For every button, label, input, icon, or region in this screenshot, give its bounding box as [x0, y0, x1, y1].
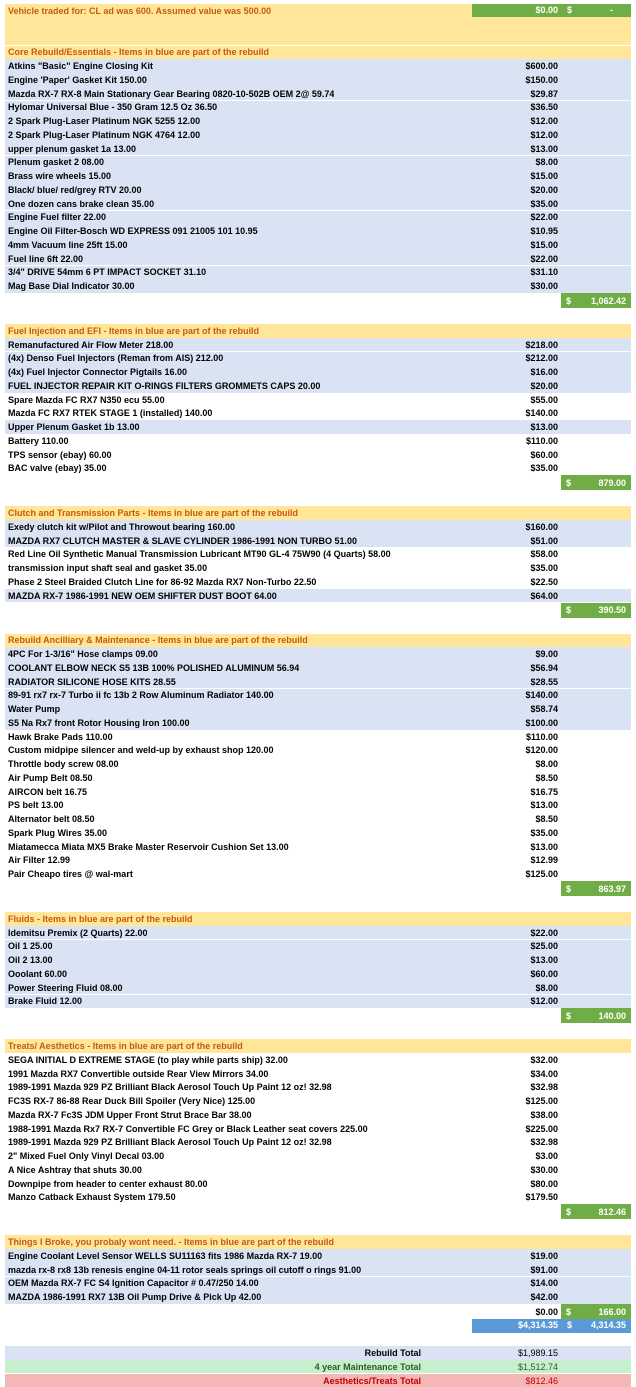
- item-amount: $8.00: [535, 983, 558, 993]
- item-label: transmission input shaft seal and gasket 35.00: [8, 563, 207, 573]
- item-amount: $32.00: [530, 1055, 558, 1065]
- section-title: Rebuild Ancilliary & Maintenance - Items in blue are part of the rebuild: [8, 635, 308, 645]
- item-amount: $60.00: [530, 969, 558, 979]
- item-amount: $42.00: [530, 1292, 558, 1302]
- section-total-row: [5, 881, 631, 896]
- item-amount: $19.00: [530, 1251, 558, 1261]
- summary-row[interactable]: [5, 1360, 631, 1374]
- section-total-row: [5, 1304, 631, 1319]
- table-row[interactable]: [5, 407, 631, 421]
- item-label: Fuel line 6ft 22.00: [8, 254, 83, 264]
- item-label: Atkins "Basic" Engine Closing Kit: [8, 61, 153, 71]
- item-label: Oil 1 25.00: [8, 941, 53, 951]
- table-row[interactable]: [5, 87, 631, 101]
- table-row[interactable]: [5, 1249, 631, 1263]
- table-row[interactable]: [5, 420, 631, 434]
- item-amount: $80.00: [530, 1179, 558, 1189]
- section-total-row: [5, 475, 631, 490]
- section-header[interactable]: [5, 506, 631, 520]
- item-label: SEGA INITIAL D EXTREME STAGE (to play while parts ship) 32.00: [8, 1055, 288, 1065]
- section-total-cell[interactable]: [561, 293, 631, 308]
- table-row[interactable]: [5, 238, 631, 252]
- item-label: Pair Cheapo tires @ wal-mart: [8, 869, 133, 879]
- table-row[interactable]: [5, 771, 631, 785]
- section-total-row: [5, 293, 631, 308]
- table-row[interactable]: [5, 224, 631, 238]
- section-header[interactable]: [5, 46, 631, 60]
- table-row[interactable]: [5, 840, 631, 854]
- item-label: MAZDA RX-7 1986-1991 NEW OEM SHIFTER DUST BOOT 64.00: [8, 591, 277, 601]
- table-row[interactable]: [5, 266, 631, 280]
- table-row[interactable]: [5, 1136, 631, 1150]
- section-header[interactable]: [5, 912, 631, 926]
- item-label: Custom midpipe silencer and weld-up by exhaust shop 120.00: [8, 745, 274, 755]
- item-label: Oil 2 13.00: [8, 955, 53, 965]
- table-row[interactable]: [5, 702, 631, 716]
- table-row[interactable]: [5, 575, 631, 589]
- item-label: Power Steering Fluid 08.00: [8, 983, 123, 993]
- item-amount: $110.00: [526, 732, 558, 742]
- item-label: 4mm Vacuum line 25ft 15.00: [8, 240, 128, 250]
- item-label: Exedy clutch kit w/Pilot and Throwout bearing 160.00: [8, 522, 235, 532]
- item-amount: $100.00: [525, 718, 558, 728]
- table-row[interactable]: [5, 812, 631, 826]
- item-label: 1988-1991 Mazda Rx7 RX-7 Convertible FC Grey or Black Leather seat covers 225.00: [8, 1124, 368, 1134]
- item-amount: $13.00: [530, 144, 558, 154]
- table-row[interactable]: [5, 1081, 631, 1095]
- item-label: Mazda RX-7 Fc3S JDM Upper Front Strut Brace Bar 38.00: [8, 1110, 252, 1120]
- item-amount: $12.00: [530, 130, 558, 140]
- item-label: Battery 110.00: [8, 436, 69, 446]
- table-row[interactable]: [5, 128, 631, 142]
- item-amount: $16.75: [530, 787, 558, 797]
- item-label: BAC valve (ebay) 35.00: [8, 463, 107, 473]
- table-row[interactable]: [5, 1053, 631, 1067]
- section-total-amount: $0.00: [535, 1307, 558, 1317]
- item-label: Hylomar Universal Blue - 350 Gram 12.5 Oz 36.50: [8, 102, 217, 112]
- item-label: Remanufactured Air Flow Meter 218.00: [8, 340, 173, 350]
- table-row[interactable]: [5, 689, 631, 703]
- table-row[interactable]: [5, 338, 631, 352]
- table-row[interactable]: [5, 1277, 631, 1291]
- section-total-value: 1,062.42: [591, 296, 626, 306]
- item-amount: $12.00: [530, 996, 558, 1006]
- item-amount: $13.00: [530, 842, 558, 852]
- table-row[interactable]: [5, 73, 631, 87]
- total-dollar: $: [566, 478, 571, 488]
- table-row[interactable]: [5, 926, 631, 940]
- item-label: upper plenum gasket 1a 13.00: [8, 144, 136, 154]
- item-amount: $32.98: [530, 1082, 558, 1092]
- table-row[interactable]: [5, 156, 631, 170]
- item-label: Upper Plenum Gasket 1b 13.00: [8, 422, 140, 432]
- section-total-cell[interactable]: [561, 1304, 631, 1319]
- item-amount: $600.00: [525, 61, 558, 71]
- item-amount: $16.00: [530, 367, 558, 377]
- item-label: A Nice Ashtray that shuts 30.00: [8, 1165, 142, 1175]
- item-amount: $110.00: [526, 436, 558, 446]
- item-amount: $60.00: [530, 450, 558, 460]
- table-row[interactable]: [5, 462, 631, 476]
- total-dollar: $: [566, 884, 571, 894]
- item-label: Mazda FC RX7 RTEK STAGE 1 (installed) 140.00: [8, 408, 212, 418]
- item-label: (4x) Denso Fuel Injectors (Reman from AIS) 212.00: [8, 353, 223, 363]
- section-title: Core Rebuild/Essentials - Items in blue are part of the rebuild: [8, 47, 269, 57]
- item-label: Red Line Oil Synthetic Manual Transmission Lubricant MT90 GL-4 75W90 (4 Quarts) 58.00: [8, 549, 391, 559]
- vehicle-trade-value-cell[interactable]: [472, 4, 631, 17]
- section-header[interactable]: [5, 634, 631, 648]
- item-label: Throttle body screw 08.00: [8, 759, 119, 769]
- item-amount: $58.00: [530, 549, 558, 559]
- vehicle-trade-dollar: $: [567, 5, 572, 15]
- item-amount: $160.00: [525, 522, 558, 532]
- table-row[interactable]: [5, 197, 631, 211]
- item-amount: $35.00: [530, 199, 558, 209]
- item-label: Engine 'Paper' Gasket Kit 150.00: [8, 75, 147, 85]
- table-row[interactable]: [5, 365, 631, 379]
- section-title: Fuel Injection and EFI - Items in blue are part of the rebuild: [8, 326, 259, 336]
- item-amount: $25.00: [530, 941, 558, 951]
- item-label: Brake Fluid 12.00: [8, 996, 82, 1006]
- item-amount: $32.98: [530, 1137, 558, 1147]
- table-row[interactable]: [5, 1067, 631, 1081]
- item-amount: $140.00: [525, 408, 558, 418]
- item-amount: $64.00: [530, 591, 558, 601]
- item-label: FC3S RX-7 86-88 Rear Duck Bill Spoiler (Very Nice) 125.00: [8, 1096, 255, 1106]
- item-amount: $212.00: [525, 353, 558, 363]
- total-dollar: $: [566, 1207, 571, 1217]
- grand-total-value: 4,314.35: [591, 1320, 626, 1330]
- item-amount: $8.00: [535, 759, 558, 769]
- item-label: Phase 2 Steel Braided Clutch Line for 86-92 Mazda RX7 Non-Turbo 22.50: [8, 577, 316, 587]
- table-row[interactable]: [5, 1163, 631, 1177]
- vehicle-trade-dash: -: [610, 5, 613, 15]
- table-row[interactable]: [5, 854, 631, 868]
- item-label: Water Pump: [8, 704, 60, 714]
- item-amount: $22.00: [530, 212, 558, 222]
- item-amount: $14.00: [530, 1278, 558, 1288]
- item-label: 3/4" DRIVE 54mm 6 PT IMPACT SOCKET 31.10: [8, 267, 206, 277]
- table-row[interactable]: [5, 561, 631, 575]
- total-dollar: $: [566, 605, 571, 615]
- table-row[interactable]: [5, 940, 631, 954]
- item-amount: $8.00: [535, 157, 558, 167]
- item-label: Miatamecca Miata MX5 Brake Master Reservoir Cushion Set 13.00: [8, 842, 289, 852]
- table-row[interactable]: [5, 379, 631, 393]
- table-row[interactable]: [5, 211, 631, 225]
- item-label: Ooolant 60.00: [8, 969, 67, 979]
- item-label: TPS sensor (ebay) 60.00: [8, 450, 112, 460]
- item-amount: $15.00: [530, 171, 558, 181]
- summary-row[interactable]: [5, 1374, 631, 1387]
- grand-total-cell[interactable]: [472, 1319, 631, 1333]
- table-row[interactable]: [5, 867, 631, 881]
- section-header[interactable]: [5, 1039, 631, 1053]
- section-total-row: [5, 603, 631, 618]
- item-label: Downpipe from header to center exhaust 80.00: [8, 1179, 208, 1189]
- table-row[interactable]: [5, 589, 631, 603]
- item-amount: $22.00: [530, 928, 558, 938]
- item-label: 4PC For 1-3/16" Hose clamps 09.00: [8, 649, 158, 659]
- item-amount: $29.87: [530, 89, 558, 99]
- grand-total-dollar: $: [567, 1320, 572, 1330]
- item-amount: $20.00: [530, 381, 558, 391]
- table-row[interactable]: [5, 799, 631, 813]
- section-total-value: 140.00: [598, 1011, 626, 1021]
- item-amount: $3.00: [535, 1151, 558, 1161]
- item-label: Engine Oil Filter-Bosch WD EXPRESS 091 21005 101 10.95: [8, 226, 258, 236]
- item-amount: $30.00: [530, 281, 558, 291]
- item-amount: $13.00: [530, 422, 558, 432]
- item-label: 2 Spark Plug-Laser Platinum NGK 5255 12.00: [8, 116, 200, 126]
- item-amount: $15.00: [530, 240, 558, 250]
- item-label: RADIATOR SILICONE HOSE KITS 28.55: [8, 677, 176, 687]
- table-row[interactable]: [5, 1263, 631, 1277]
- vehicle-trade-amount: $0.00: [535, 5, 558, 15]
- item-label: (4x) Fuel Injector Connector Pigtails 16.00: [8, 367, 187, 377]
- table-row[interactable]: [5, 534, 631, 548]
- item-amount: $10.95: [530, 226, 558, 236]
- item-label: COOLANT ELBOW NECK S5 13B 100% POLISHED ALUMINUM 56.94: [8, 663, 299, 673]
- item-amount: $91.00: [530, 1265, 558, 1275]
- item-label: PS belt 13.00: [8, 800, 64, 810]
- item-amount: $58.74: [530, 704, 558, 714]
- section-total-row: [5, 1204, 631, 1219]
- item-label: mazda rx-8 rx8 13b renesis engine 04-11 rotor seals springs oil cutoff o rings 91.00: [8, 1265, 361, 1275]
- item-label: Air Filter 12.99: [8, 855, 70, 865]
- item-label: Engine Fuel filter 22.00: [8, 212, 106, 222]
- table-row[interactable]: [5, 995, 631, 1009]
- table-row[interactable]: [5, 169, 631, 183]
- item-amount: $51.00: [530, 536, 558, 546]
- item-label: Engine Coolant Level Sensor WELLS SU11163 fits 1986 Mazda RX-7 19.00: [8, 1251, 322, 1261]
- summary-label: Aesthetics/Treats Total: [323, 1376, 421, 1386]
- item-amount: $55.00: [530, 395, 558, 405]
- table-row[interactable]: [5, 1290, 631, 1304]
- item-label: FUEL INJECTOR REPAIR KIT O-RINGS FILTERS GROMMETS CAPS 20.00: [8, 381, 320, 391]
- section-total-value: 879.00: [598, 478, 626, 488]
- table-row[interactable]: [5, 785, 631, 799]
- table-row[interactable]: [5, 675, 631, 689]
- table-row[interactable]: [5, 826, 631, 840]
- vehicle-trade-label: Vehicle traded for: CL ad was 600. Assumed value was 500.00: [8, 6, 271, 16]
- item-label: Mazda RX-7 RX-8 Main Stationary Gear Bearing 0820-10-502B OEM 2@ 59.74: [8, 89, 334, 99]
- section-total-cell[interactable]: [561, 1204, 631, 1219]
- item-label: 2 Spark Plug-Laser Platinum NGK 4764 12.00: [8, 130, 200, 140]
- item-label: Idemitsu Premix (2 Quarts) 22.00: [8, 928, 148, 938]
- item-amount: $120.00: [525, 745, 558, 755]
- table-row[interactable]: [5, 548, 631, 562]
- item-label: Hawk Brake Pads 110.00: [8, 732, 113, 742]
- summary-amount: $1,512.74: [518, 1362, 558, 1372]
- table-row[interactable]: [5, 1149, 631, 1163]
- table-row[interactable]: [5, 142, 631, 156]
- item-amount: $36.50: [530, 102, 558, 112]
- summary-label: 4 year Maintenance Total: [315, 1362, 421, 1372]
- item-amount: $28.55: [530, 677, 558, 687]
- item-amount: $8.50: [535, 814, 558, 824]
- table-row[interactable]: [5, 967, 631, 981]
- item-amount: $13.00: [530, 955, 558, 965]
- table-row[interactable]: [5, 730, 631, 744]
- table-row[interactable]: [5, 744, 631, 758]
- table-row[interactable]: [5, 757, 631, 771]
- table-row[interactable]: [5, 716, 631, 730]
- section-header[interactable]: [5, 1235, 631, 1249]
- table-row[interactable]: [5, 1122, 631, 1136]
- item-label: Air Pump Belt 08.50: [8, 773, 93, 783]
- item-label: AIRCON belt 16.75: [8, 787, 87, 797]
- table-row[interactable]: [5, 59, 631, 73]
- total-dollar: $: [566, 1307, 571, 1317]
- table-row[interactable]: [5, 661, 631, 675]
- section-title: Clutch and Transmission Parts - Items in blue are part of the rebuild: [8, 508, 298, 518]
- item-amount: $179.50: [525, 1192, 558, 1202]
- item-amount: $125.00: [525, 1096, 558, 1106]
- item-amount: $31.10: [530, 267, 558, 277]
- item-amount: $12.00: [530, 116, 558, 126]
- table-row[interactable]: [5, 1094, 631, 1108]
- summary-amount: $1,989.15: [518, 1348, 558, 1358]
- item-amount: $34.00: [530, 1069, 558, 1079]
- summary-amount: $812.46: [525, 1376, 558, 1386]
- item-label: Plenum gasket 2 08.00: [8, 157, 104, 167]
- item-amount: $225.00: [525, 1124, 558, 1134]
- section-total-value: 390.50: [598, 605, 626, 615]
- item-amount: $35.00: [530, 828, 558, 838]
- item-amount: $9.00: [535, 649, 558, 659]
- item-label: 1989-1991 Mazda 929 PZ Brilliant Black Aerosol Touch Up Paint 12 oz! 32.98: [8, 1137, 332, 1147]
- item-label: 1989-1991 Mazda 929 PZ Brilliant Black Aerosol Touch Up Paint 12 oz! 32.98: [8, 1082, 332, 1092]
- table-row[interactable]: [5, 647, 631, 661]
- table-row[interactable]: [5, 981, 631, 995]
- item-label: Brass wire wheels 15.00: [8, 171, 111, 181]
- table-row[interactable]: [5, 434, 631, 448]
- table-row[interactable]: [5, 520, 631, 534]
- item-label: One dozen cans brake clean 35.00: [8, 199, 154, 209]
- item-label: Alternator belt 08.50: [8, 814, 95, 824]
- item-label: 2" Mixed Fuel Only Vinyl Decal 03.00: [8, 1151, 164, 1161]
- item-label: Spare Mazda FC RX7 N350 ecu 55.00: [8, 395, 165, 405]
- item-amount: $140.00: [525, 690, 558, 700]
- section-total-value: 863.97: [598, 884, 626, 894]
- table-row[interactable]: [5, 393, 631, 407]
- total-dollar: $: [566, 296, 571, 306]
- section-total-cell[interactable]: [561, 603, 631, 618]
- item-label: OEM Mazda RX-7 FC S4 Ignition Capacitor # 0.47/250 14.00: [8, 1278, 259, 1288]
- item-amount: $218.00: [525, 340, 558, 350]
- section-total-row: [5, 1008, 631, 1023]
- table-row[interactable]: [5, 448, 631, 462]
- item-label: 1991 Mazda RX7 Convertible outside Rear View Mirrors 34.00: [8, 1069, 268, 1079]
- item-amount: $13.00: [530, 800, 558, 810]
- item-amount: $150.00: [525, 75, 558, 85]
- item-label: 89-91 rx7 rx-7 Turbo ii fc 13b 2 Row Aluminum Radiator 140.00: [8, 690, 274, 700]
- table-row[interactable]: [5, 1177, 631, 1191]
- item-label: Spark Plug Wires 35.00: [8, 828, 107, 838]
- section-total-cell[interactable]: [561, 475, 631, 490]
- item-label: Mag Base Dial Indicator 30.00: [8, 281, 135, 291]
- section-title: Things I Broke, you probaly wont need. - Items in blue are part of the rebuild: [8, 1237, 334, 1247]
- table-row[interactable]: [5, 352, 631, 366]
- header-band: [5, 17, 631, 45]
- item-amount: $20.00: [530, 185, 558, 195]
- grand-total-amount: $4,314.35: [518, 1320, 558, 1330]
- table-row[interactable]: [5, 1108, 631, 1122]
- table-row[interactable]: [5, 279, 631, 293]
- section-title: Fluids - Items in blue are part of the rebuild: [8, 914, 193, 924]
- section-header[interactable]: [5, 324, 631, 338]
- item-amount: $22.50: [530, 577, 558, 587]
- summary-label: Rebuild Total: [365, 1348, 421, 1358]
- section-total-value: 166.00: [598, 1307, 626, 1317]
- item-label: MAZDA 1986-1991 RX7 13B Oil Pump Drive & Pick Up 42.00: [8, 1292, 261, 1302]
- item-amount: $12.99: [530, 855, 558, 865]
- item-label: Black/ blue/ red/grey RTV 20.00: [8, 185, 142, 195]
- item-amount: $125.00: [525, 869, 558, 879]
- total-dollar: $: [566, 1011, 571, 1021]
- table-row[interactable]: [5, 101, 631, 115]
- section-total-cell[interactable]: [561, 1008, 631, 1023]
- section-title: Treats/ Aesthetics - Items in blue are part of the rebuild: [8, 1041, 243, 1051]
- item-amount: $22.00: [530, 254, 558, 264]
- item-amount: $56.94: [530, 663, 558, 673]
- item-label: Manzo Catback Exhaust System 179.50: [8, 1192, 176, 1202]
- table-row[interactable]: [5, 252, 631, 266]
- table-row[interactable]: [5, 953, 631, 967]
- section-total-cell[interactable]: [561, 881, 631, 896]
- item-amount: $30.00: [530, 1165, 558, 1175]
- item-amount: $38.00: [530, 1110, 558, 1120]
- item-label: MAZDA RX7 CLUTCH MASTER & SLAVE CYLINDER 1986-1991 NON TURBO 51.00: [8, 536, 357, 546]
- section-total-value: 812.46: [598, 1207, 626, 1217]
- table-row[interactable]: [5, 114, 631, 128]
- table-row[interactable]: [5, 1191, 631, 1205]
- item-amount: $35.00: [530, 463, 558, 473]
- item-amount: $35.00: [530, 563, 558, 573]
- item-label: S5 Na Rx7 front Rotor Housing Iron 100.00: [8, 718, 190, 728]
- item-amount: $8.50: [535, 773, 558, 783]
- table-row[interactable]: [5, 183, 631, 197]
- summary-row[interactable]: [5, 1346, 631, 1360]
